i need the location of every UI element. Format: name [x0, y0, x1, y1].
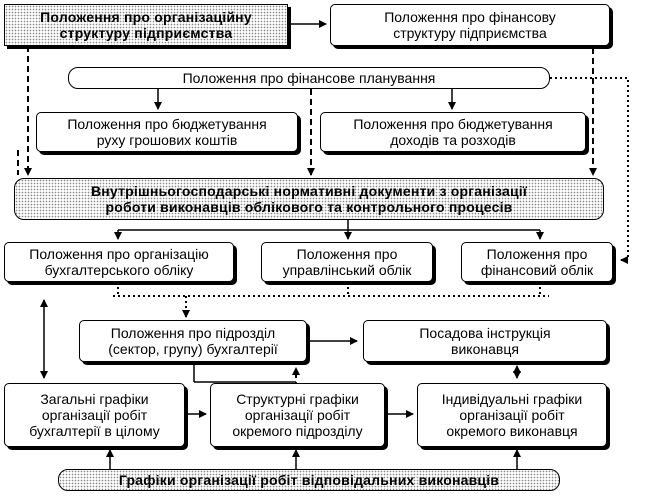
individual-schedules-box: Індивідуальні графіки організації робіт окремого виконавця	[417, 383, 607, 447]
dotted-planning-to-financial	[550, 78, 628, 260]
general-schedules-box: Загальні графіки організації робіт бухгалтерії в цілому	[4, 383, 185, 447]
subdivision-regulation-box: Положення про підрозділ (сектор, групу) бухгалтерії	[79, 320, 307, 362]
fin-planning-box: Положення про фінансове планування	[68, 67, 550, 89]
financial-accounting-box: Положення про фінансовий облік	[461, 242, 613, 282]
budget-income-expense-box: Положення про бюджетування доходів та розходів	[320, 112, 586, 152]
internal-docs-box: Внутрішньогосподарські нормативні документи з організації роботи виконавців облікового та контрольного процесів	[14, 178, 604, 220]
job-instruction-box: Посадова інструкція виконавця	[363, 320, 607, 362]
org-structure-box: Положення про організаційну структуру підприємства	[4, 4, 288, 46]
structural-schedules-box: Структурні графіки організації робіт окремого підрозділу	[210, 383, 385, 447]
responsible-schedules-box: Графіки організації робіт відповідальних виконавців	[58, 469, 560, 491]
fin-structure-box: Положення про фінансову структуру підприємства	[330, 4, 610, 46]
accounting-organization-box: Положення про організацію бухгалтерського обліку	[4, 242, 234, 282]
management-accounting-box: Положення про управлінський облік	[261, 242, 433, 282]
budget-cash-flow-box: Положення про бюджетування руху грошових коштів	[36, 112, 298, 152]
